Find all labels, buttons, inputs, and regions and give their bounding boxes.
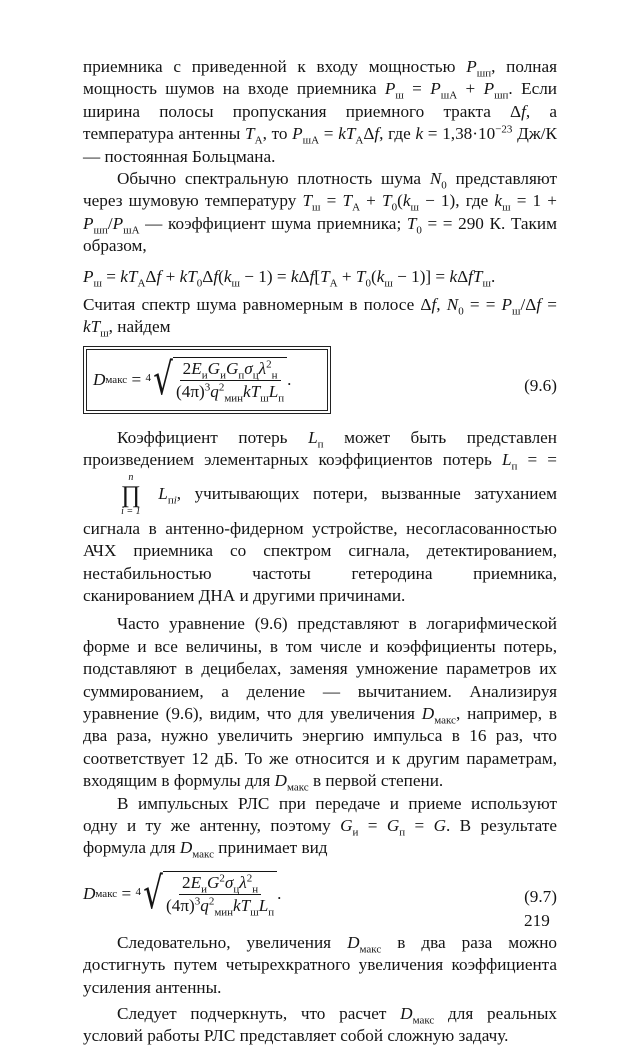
equation-9-7-number: (9.7) [524,886,557,906]
paragraph-2: Обычно спектральную плотность шума $N_0$ представляют через шумовую температуру $T_ш = T_А + T_0(k_ш - 1)$, где $k_ш = 1 + P_{шп}/P_{шА}$ — коэффициент шума приемника; $T_0$ = = 290 К. Таким образом, [83,169,557,256]
noise-power-equation: $P_ш = kT_А\Delta f + kT_0\Delta f(k_ш - 1) = k\Delta f[T_А + T_0(k_ш - 1)] = k\Delta fT_ш$. [83,266,496,290]
equation-9-6-number: (9.6) [524,375,557,395]
paragraph-7: Следовательно, увеличения $D_{макс}$ в два раза можно достигнуть путем четырехкратного увеличения коэффициента усиления антенны. [83,932,557,997]
paragraph-6: В импульсных РЛС при передаче и приеме используют одну и ту же антенну, поэтому $G_и = G_п = G$. В результате формула для $D_{макс}$ принимает вид [83,793,557,861]
equation-9-7: D макс = 4 √ $\frac{2E_иG^2\sigma_ц\lambda^2_н}{(4\pi)^3q^2_{мин}kT_шL_п}$ . (9.7) [83,867,557,919]
equation-9-6 [83,349,557,427]
paragraph-5: Часто уравнение (9.6) представляют в логарифмической форме и все величины, в том числе и коэффициенты потерь, подставляют в децибелах, заменяя умножение параметров их суммированием, а деление — вычитанием. Анализируя уравнение (9.6), видим, что для увеличения $D_{макс}$, например, в два раза, нужно увеличить энергию импульса в 16 раз, что соответствует 12 дБ. То же относится и к другим параметрам, входящим в формулы для $D_{макс}$ в первой степени. [83,614,557,794]
page-body [83,56,557,1048]
product-symbol: n ∏ i = 1 [121,471,141,517]
equation-9-6-box: D макс = 4 √ $\frac{2E_иG_иG_п\sigma_ц\lambda^2_н}{(4\pi)^3q^2_{мин}kT_шL_п}$ . [86,349,328,411]
page-number: 219 [524,911,550,930]
paragraph-8: Следует подчеркнуть, что расчет $D_{макс}$ для реальных условий работы РЛС представляет собой сложную задачу. [83,1004,557,1046]
paragraph-3: Считая спектр шума равномерным в полосе Δf, $N_0$ = = $P_ш/\Delta f = kT_ш$, найдем [83,295,557,340]
paragraph-1: приемника с приведенной к входу мощностью $P_{шп}$, полная мощность шумов на входе приемника $P_ш = P_{шА} + P_{шп}$. Если ширина полосы пропускания приемного тракта Δf, а температура антенны $T_А$, то $P_{шА} = kT_А\Delta f$, где $k = 1,38\cdot 10^{-23}$ Дж/К — постоянная Больцмана. [83,57,558,166]
paragraph-4: Коэффициент потерь $L_п$ может быть представлен произведением элементарных коэффициентов потерь $L_п$ = = n ∏ i = 1 $L_{пi}$, учитывающих потери, вызванные затуханием сигнала в антенно-фидерном устройстве, несогласованностью АЧХ приемника со спектром сигнала, детектированием, нестабильностью частоты гетеродина приемника, сканированием ДНА и другими причинами. [83,427,558,605]
